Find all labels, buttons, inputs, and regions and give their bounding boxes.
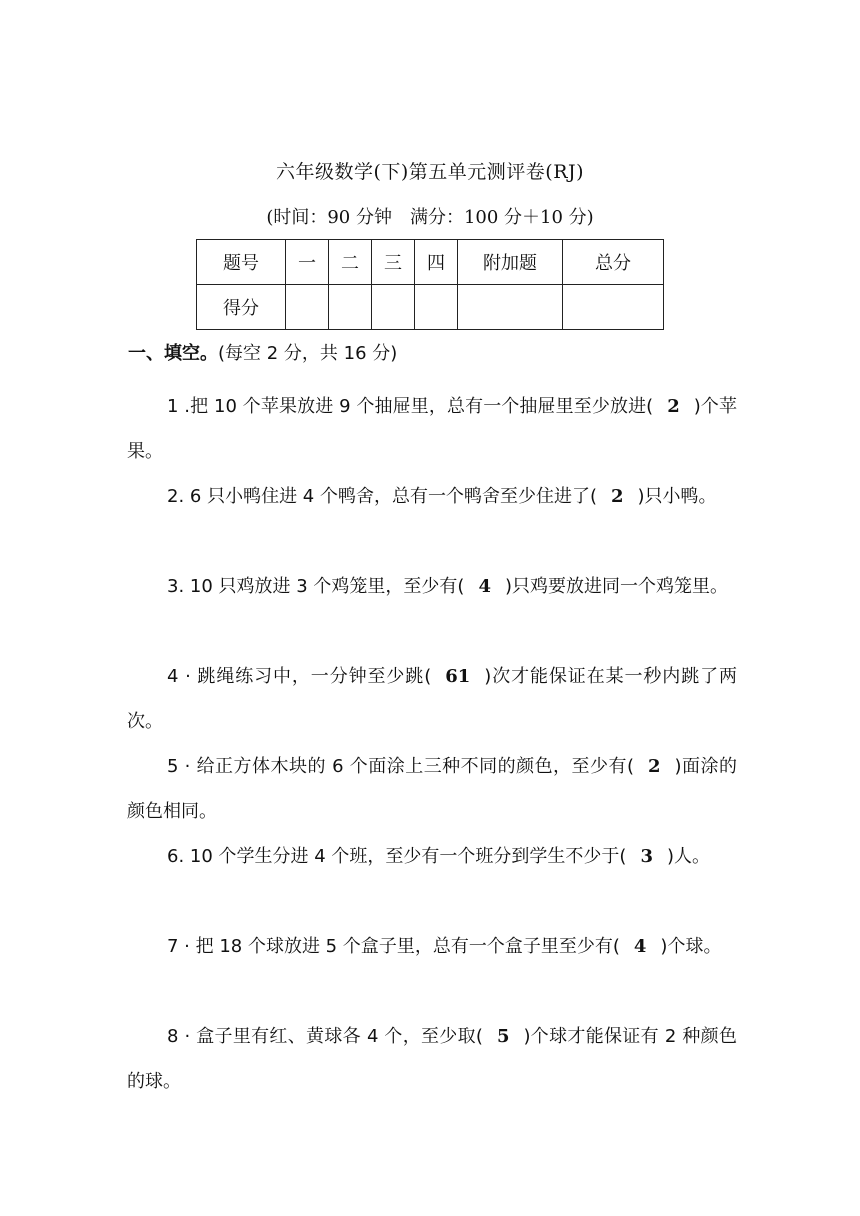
answer-value: 2 (648, 756, 661, 777)
question-item (127, 1014, 737, 1104)
answer-value: 4 (633, 936, 647, 957)
question-text: )次才能保证在某一秒内跳了两次。 (127, 666, 738, 732)
header-cell-part-1: 一 (286, 240, 329, 285)
question-item (127, 834, 737, 924)
header-cell-part-3: 三 (372, 240, 415, 285)
question-item (127, 384, 737, 474)
header-cell-bonus: 附加题 (458, 240, 563, 285)
question-item (127, 654, 737, 744)
question-text: )个苹果。 (127, 396, 737, 462)
question-text: 8 · 盒子里有红、黄球各 4 个，至少取( (167, 1026, 483, 1047)
question-text: 1 .把 10 个苹果放进 9 个抽屉里，总有一个抽屉里至少放进( (167, 396, 654, 417)
question-text: )个球才能保证有 2 种颜色的球。 (127, 1026, 737, 1092)
section-title: 一、填空。 (128, 343, 218, 364)
section-note: (每空 2 分，共 16 分) (218, 343, 398, 364)
header-cell-question-number: 题号 (197, 240, 286, 285)
row-label-score: 得分 (197, 285, 286, 330)
score-cell (372, 285, 415, 330)
answer-value: 61 (445, 666, 471, 687)
question-text: )面涂的颜色相同。 (127, 756, 737, 822)
question-text: 3. 10 只鸡放进 3 个鸡笼里，至少有( (167, 576, 465, 597)
question-item (127, 744, 737, 834)
question-text: )只鸡要放进同一个鸡笼里。 (504, 576, 729, 597)
section-heading (128, 340, 397, 368)
question-text: )只小鸭。 (637, 486, 717, 507)
question-text: 7 · 把 18 个球放进 5 个盒子里，总有一个盒子里至少有( (167, 936, 620, 957)
header-cell-part-2: 二 (329, 240, 372, 285)
answer-value: 5 (496, 1026, 510, 1047)
score-cell (286, 285, 329, 330)
question-text: 6. 10 个学生分进 4 个班，至少有一个班分到学生不少于( (167, 846, 627, 867)
score-table-score-row (197, 285, 664, 330)
question-text: 2. 6 只小鸭住进 4 个鸭舍，总有一个鸭舍至少住进了( (167, 486, 597, 507)
header-cell-part-4: 四 (415, 240, 458, 285)
question-item (127, 564, 737, 654)
answer-value: 2 (611, 486, 624, 507)
answer-value: 4 (478, 576, 491, 597)
score-cell (563, 285, 664, 330)
question-text: 5 · 给正方体木块的 6 个面涂上三种不同的颜色，至少有( (167, 756, 634, 777)
question-list (127, 384, 737, 1104)
exam-info: (时间：90 分钟 满分：100 分＋10 分) (266, 207, 594, 228)
score-table (196, 239, 664, 330)
question-text: )个球。 (660, 936, 722, 957)
question-text: )人。 (666, 846, 710, 867)
header-cell-total: 总分 (563, 240, 664, 285)
score-cell (458, 285, 563, 330)
page-title: 六年级数学(下)第五单元测评卷(RJ) (275, 161, 585, 183)
answer-value: 3 (640, 846, 653, 867)
question-item (127, 474, 737, 564)
score-table-header-row (197, 240, 664, 285)
answer-value: 2 (667, 396, 680, 417)
question-item (127, 924, 737, 1014)
score-cell (415, 285, 458, 330)
question-text: 4 · 跳绳练习中，一分钟至少跳( (167, 666, 432, 687)
score-cell (329, 285, 372, 330)
